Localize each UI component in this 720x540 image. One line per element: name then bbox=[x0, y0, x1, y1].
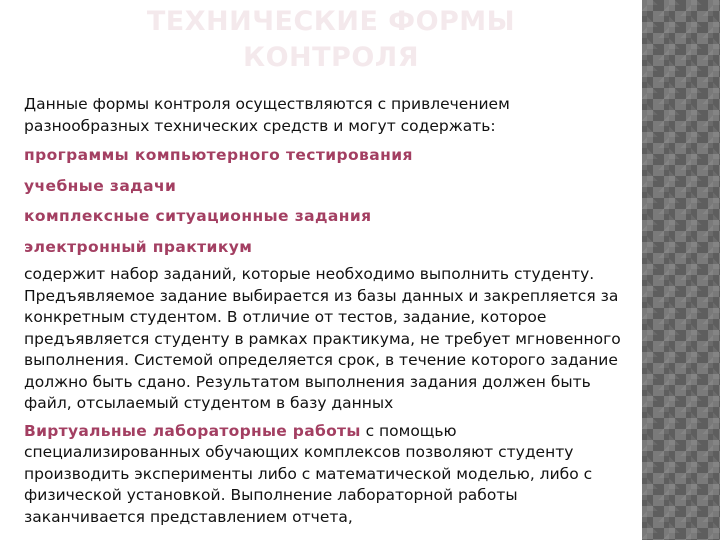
decorative-sidebar bbox=[642, 0, 720, 540]
title-line-2: КОНТРОЛЯ bbox=[243, 42, 419, 73]
item-computer-testing: программы компьютерного тестирования bbox=[24, 146, 413, 164]
practicum-description: содержит набор заданий, которые необходимо выполнить студенту. Предъявляемое задание выбирается из базы данных и закрепляется за конкретным студентом. В отличие от тестов, задание, которое предъявляется студенту в рамках практикума, не требует мгновенного выполнения. Системой определяется срок, в течение которого задание должно быть сдано. Результатом выполнения задания должен быть файл, отсылаемый студентом в базу данных bbox=[24, 265, 621, 412]
intro-paragraph: Данные формы контроля осуществляются с привлечением разнообразных технических средств и могут содержать: bbox=[24, 95, 510, 135]
sidebar-pattern bbox=[642, 0, 720, 540]
item-situational-tasks: комплексные ситуационные задания bbox=[24, 207, 372, 225]
slide-title bbox=[24, 4, 638, 76]
item-learning-tasks: учебные задачи bbox=[24, 176, 177, 195]
title-line-1: ТЕХНИЧЕСКИЕ ФОРМЫ bbox=[146, 6, 516, 37]
virtual-lab-paragraph bbox=[24, 421, 636, 529]
virtual-lab-label: Виртуальные лабораторные работы bbox=[24, 421, 361, 440]
virtual-lab-description: с помощью специализированных обучающих комплексов позволяют студенту производить эксперименты либо с математической моделью, либо с физической установкой. Выполнение лабораторной работы заканчивается представлением отчета, bbox=[24, 421, 593, 526]
slide-body bbox=[24, 94, 636, 528]
item-electronic-practicum: электронный практикум bbox=[24, 237, 253, 256]
